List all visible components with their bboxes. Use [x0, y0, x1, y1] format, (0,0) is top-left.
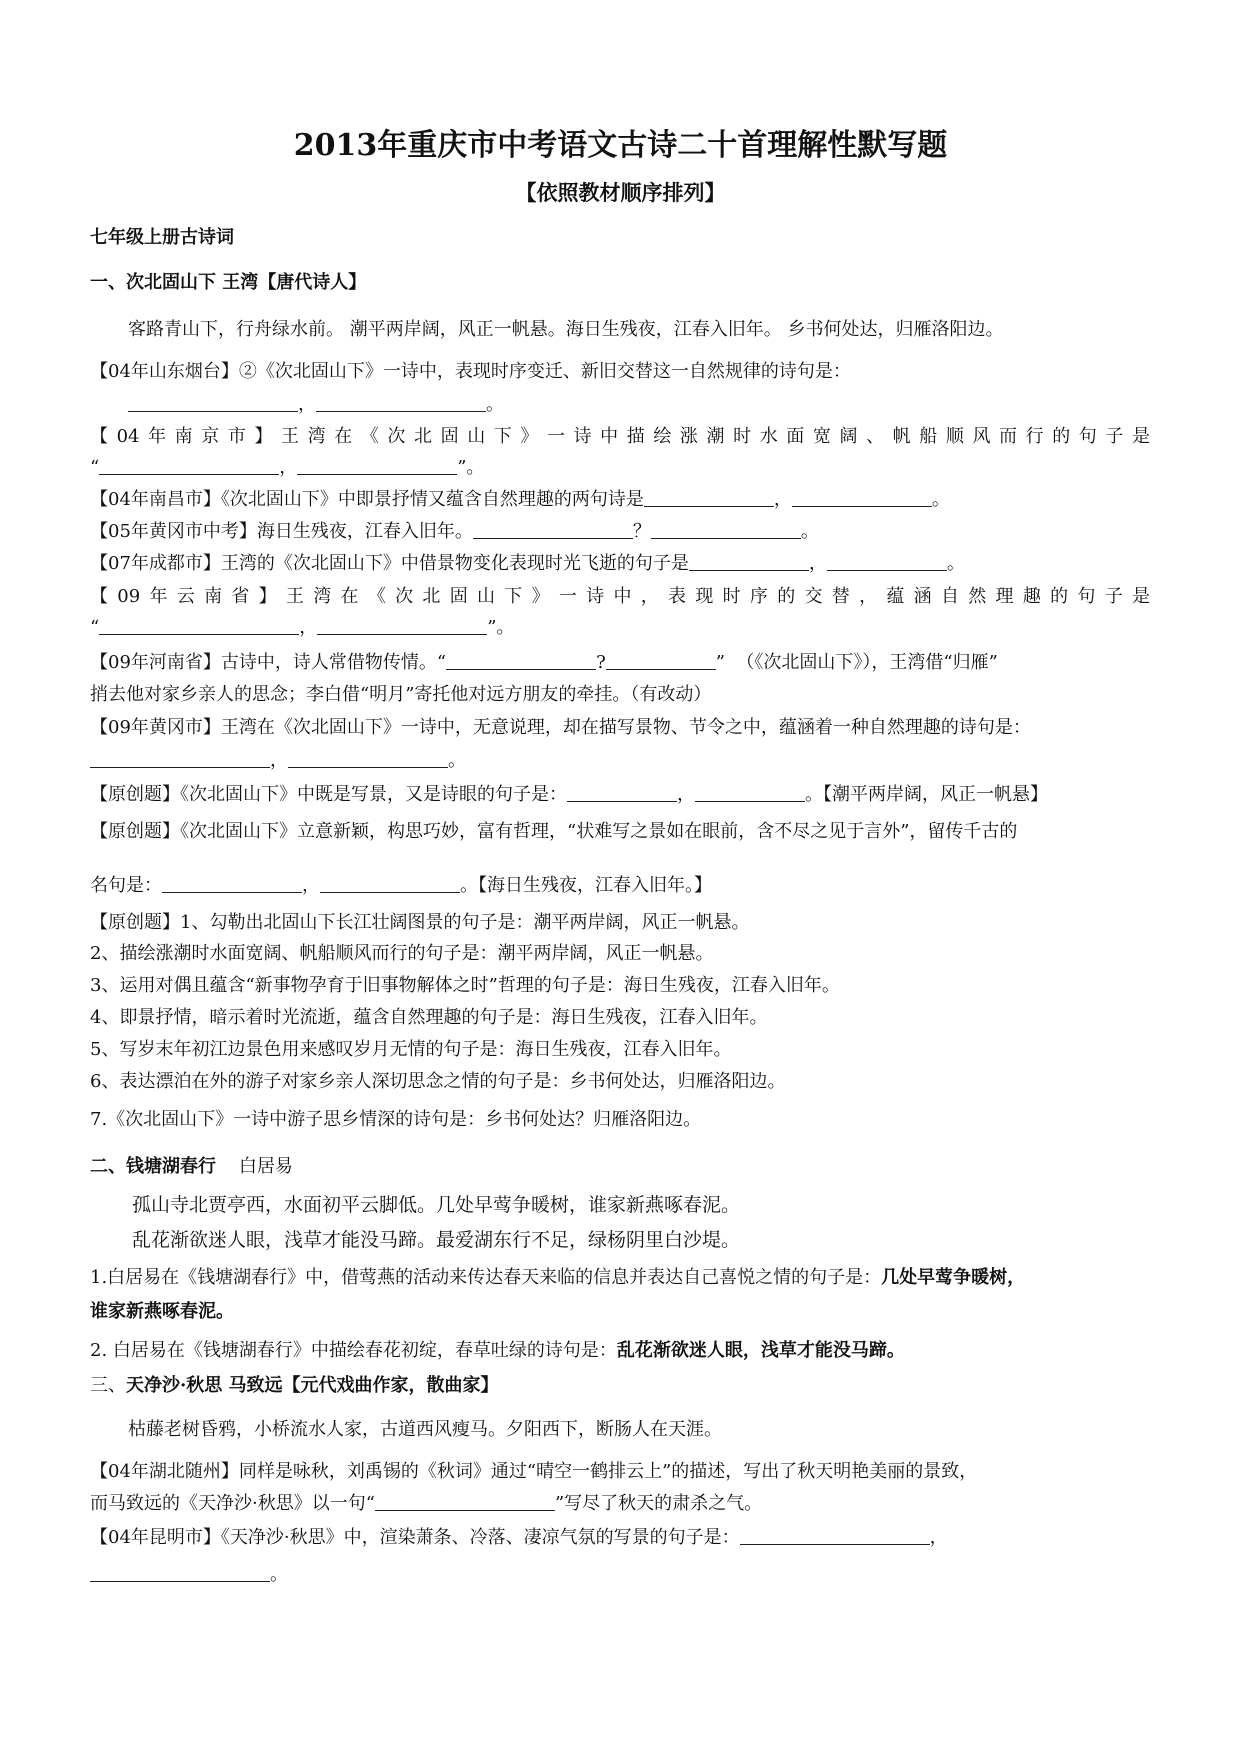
answer-blank[interactable] [473, 520, 633, 539]
question-text: 【04年南昌市】《次北固山下》中即景抒情又蕴含自然理趣的两句诗是 [90, 489, 644, 510]
question-3-1: 【04年湖北随州】同样是咏秋，刘禹锡的《秋词》通过“晴空一鹤排云上”的描述，写出了秋天明艳美丽的景致， [90, 1461, 978, 1482]
answer-blank[interactable] [320, 874, 460, 893]
section-2-heading: 二、钱塘湖春行 [90, 1156, 216, 1177]
section-3-number: 三、 [90, 1375, 126, 1396]
grade-heading: 七年级上册古诗词 [90, 227, 234, 248]
question-2-2 [90, 1339, 905, 1363]
list-item: 7.《次北固山下》一诗中游子思乡情深的诗句是：乡书何处达？归雁洛阳边。 [90, 1109, 702, 1130]
list-item: 4、即景抒情，暗示着时光流逝，蕴含自然理趣的句子是：海日生残夜，江春入旧年。 [90, 1007, 768, 1028]
question-text: 【04年昆明市】《天净沙·秋思》中，渲染萧条、冷落、凄凉气氛的写景的句子是： [90, 1527, 740, 1548]
question-text: 名句是： [90, 875, 162, 896]
answer-blank[interactable] [128, 393, 298, 412]
question-1-6: 【09年云南省】王湾在《次北固山下》一诗中，表现时序的交替，蕴涵自然理趣的句子是 [90, 586, 1150, 607]
answer-blank[interactable] [695, 783, 805, 802]
list-item: 2、描绘涨潮时水面宽阔、帆船顺风而行的句子是：潮平两岸阔，风正一帆悬。 [90, 943, 714, 964]
question-text: 而马致远的《天净沙·秋思》以一句“ [90, 1493, 375, 1514]
section-3-heading-row [90, 1374, 499, 1398]
question-1-6-answers: “ ， ”。 [90, 617, 515, 638]
section-1-heading: 一、次北固山下 王湾【唐代诗人】 [90, 272, 367, 293]
answer-blank[interactable] [792, 488, 932, 507]
question-3-1-cont [90, 1492, 762, 1516]
question-text: 【原创题】《次北固山下》中既是写景，又是诗眼的句子是： [90, 784, 567, 805]
answer-blank[interactable] [689, 552, 809, 571]
section-2-author: 白居易 [238, 1156, 293, 1177]
answer-blank[interactable] [651, 520, 801, 539]
answer-blank[interactable] [316, 393, 486, 412]
list-item: 6、表达漂泊在外的游子对家乡亲人深切思念之情的句子是：乡书何处达，归雁洛阳边。 [90, 1071, 786, 1092]
question-1-9: 【原创题】《次北固山下》中既是写景，又是诗眼的句子是： ， 。【潮平两岸阔，风正一帆悬】 [90, 784, 1048, 805]
answer-blank[interactable] [740, 1526, 930, 1545]
answer-blank[interactable] [90, 749, 270, 768]
answer-blank[interactable] [99, 456, 279, 475]
question-2-1 [90, 1266, 1025, 1290]
question-1-10-cont: 名句是： ， 。【海日生残夜，江春入旧年。】 [90, 875, 712, 896]
question-3-2: 【04年昆明市】《天净沙·秋思》中，渲染萧条、冷落、凄凉气氛的写景的句子是： ， [90, 1527, 948, 1548]
answer-text: 【海日生残夜，江春入旧年。】 [478, 875, 712, 896]
section-2-poem-line-2: 乱花渐欲迷人眼，浅草才能没马蹄。最爱湖东行不足，绿杨阴里白沙堤。 [132, 1229, 741, 1251]
question-1-2: 【04年南京市】王湾在《次北固山下》一诗中描绘涨潮时水面宽阔、帆船顺风而行的句子是 [90, 426, 1150, 447]
question-1-7-cont: 捎去他对家乡亲人的思念；李白借“明月”寄托他对远方朋友的牵挂。（有改动） [90, 684, 712, 705]
question-1-2-answers: “ ， ”。 [90, 457, 485, 478]
question-1-10: 【原创题】《次北固山下》立意新颖，构思巧妙，富有哲理，“状难写之景如在眼前，含不尽之见于言外”，留传千古的 [90, 821, 1018, 842]
question-3-2-answers: 。 [90, 1563, 288, 1587]
question-1-8: 【09年黄冈市】王湾在《次北固山下》一诗中，无意说理，却在描写景物、节令之中，蕴涵着一种自然理趣的诗句是： [90, 717, 1031, 738]
answer-blank[interactable] [446, 651, 596, 670]
section-2-poem-line-1: 孤山寺北贾亭西，水面初平云脚低。几处早莺争暖树，谁家新燕啄春泥。 [132, 1194, 741, 1216]
page-title: 2013年重庆市中考语文古诗二十首理解性默写题 [293, 128, 948, 163]
question-1-7: 【09年河南省】古诗中，诗人常借物传情。“ ? ” （《次北固山下》），王湾借“归雁” [90, 652, 998, 673]
answer-blank[interactable] [567, 783, 677, 802]
section-3-heading: 天净沙·秋思 马致远【元代戏曲作家，散曲家】 [126, 1375, 499, 1396]
question-text: 【05年黄冈市中考】海日生残夜，江春入旧年。 [90, 521, 473, 542]
question-text: ”写尽了秋天的肃杀之气。 [554, 1493, 763, 1514]
section-1-poem: 客路青山下，行舟绿水前。 潮平两岸阔，风正一帆悬。海日生残夜，江春入旧年。 乡书何处达，归雁洛阳边。 [128, 319, 1004, 340]
question-text: 【09年河南省】古诗中，诗人常借物传情。“ [90, 652, 447, 673]
question-text: 2. 白居易在《钱塘湖春行》中描绘春花初绽，春草吐绿的诗句是： [90, 1340, 617, 1361]
list-item: 3、运用对偶且蕴含“新事物孕育于旧事物解体之时”哲理的句子是：海日生残夜，江春入旧年。 [90, 975, 840, 996]
question-1-8-answers: ， 。 [90, 749, 466, 773]
question-2-1-answer-cont: 谁家新燕啄春泥。 [90, 1301, 234, 1322]
answer-text: 几处早莺争暖树， [881, 1267, 1026, 1288]
answer-blank[interactable] [297, 456, 457, 475]
page-subtitle: 【依照教材顺序排列】 [515, 180, 726, 205]
answer-blank[interactable] [375, 1492, 555, 1511]
answer-blank[interactable] [162, 874, 302, 893]
question-text: （《次北固山下》），王湾借“归雁” [736, 652, 998, 673]
section-2-heading-row [90, 1155, 293, 1179]
question-1-3: 【04年南昌市】《次北固山下》中即景抒情又蕴含自然理趣的两句诗是 ， 。 [90, 489, 950, 510]
list-item: 【原创题】1、勾勒出北固山下长江壮阔图景的句子是：潮平两岸阔，风正一帆悬。 [90, 912, 750, 933]
question-1-1-answers: ， 。 [128, 393, 504, 417]
answer-blank[interactable] [90, 1563, 270, 1582]
answer-blank[interactable] [644, 488, 774, 507]
question-text: 1.白居易在《钱塘湖春行》中，借莺燕的活动来传达春天来临的信息并表达自己喜悦之情的句子是： [90, 1267, 882, 1288]
answer-text: 【潮平两岸阔，风正一帆悬】 [823, 784, 1048, 805]
section-3-poem: 枯藤老树昏鸦，小桥流水人家，古道西风瘦马。夕阳西下，断肠人在天涯。 [128, 1419, 722, 1440]
question-text: 【07年成都市】王湾的《次北固山下》中借景物变化表现时光飞逝的句子是 [90, 553, 689, 574]
answer-blank[interactable] [99, 616, 299, 635]
answer-text: 乱花渐欲迷人眼，浅草才能没马蹄。 [616, 1340, 905, 1361]
question-1-4: 【05年黄冈市中考】海日生残夜，江春入旧年。 ？ 。 [90, 521, 819, 542]
answer-blank[interactable] [288, 749, 448, 768]
answer-blank[interactable] [317, 616, 487, 635]
question-1-1: 【04年山东烟台】②《次北固山下》一诗中，表现时序变迁、新旧交替这一自然规律的诗句是： [90, 361, 851, 382]
answer-blank[interactable] [606, 651, 716, 670]
answer-blank[interactable] [827, 552, 947, 571]
list-item: 5、写岁末年初江边景色用来感叹岁月无情的句子是：海日生残夜，江春入旧年。 [90, 1039, 732, 1060]
question-1-5: 【07年成都市】王湾的《次北固山下》中借景物变化表现时光飞逝的句子是 ， 。 [90, 553, 965, 574]
